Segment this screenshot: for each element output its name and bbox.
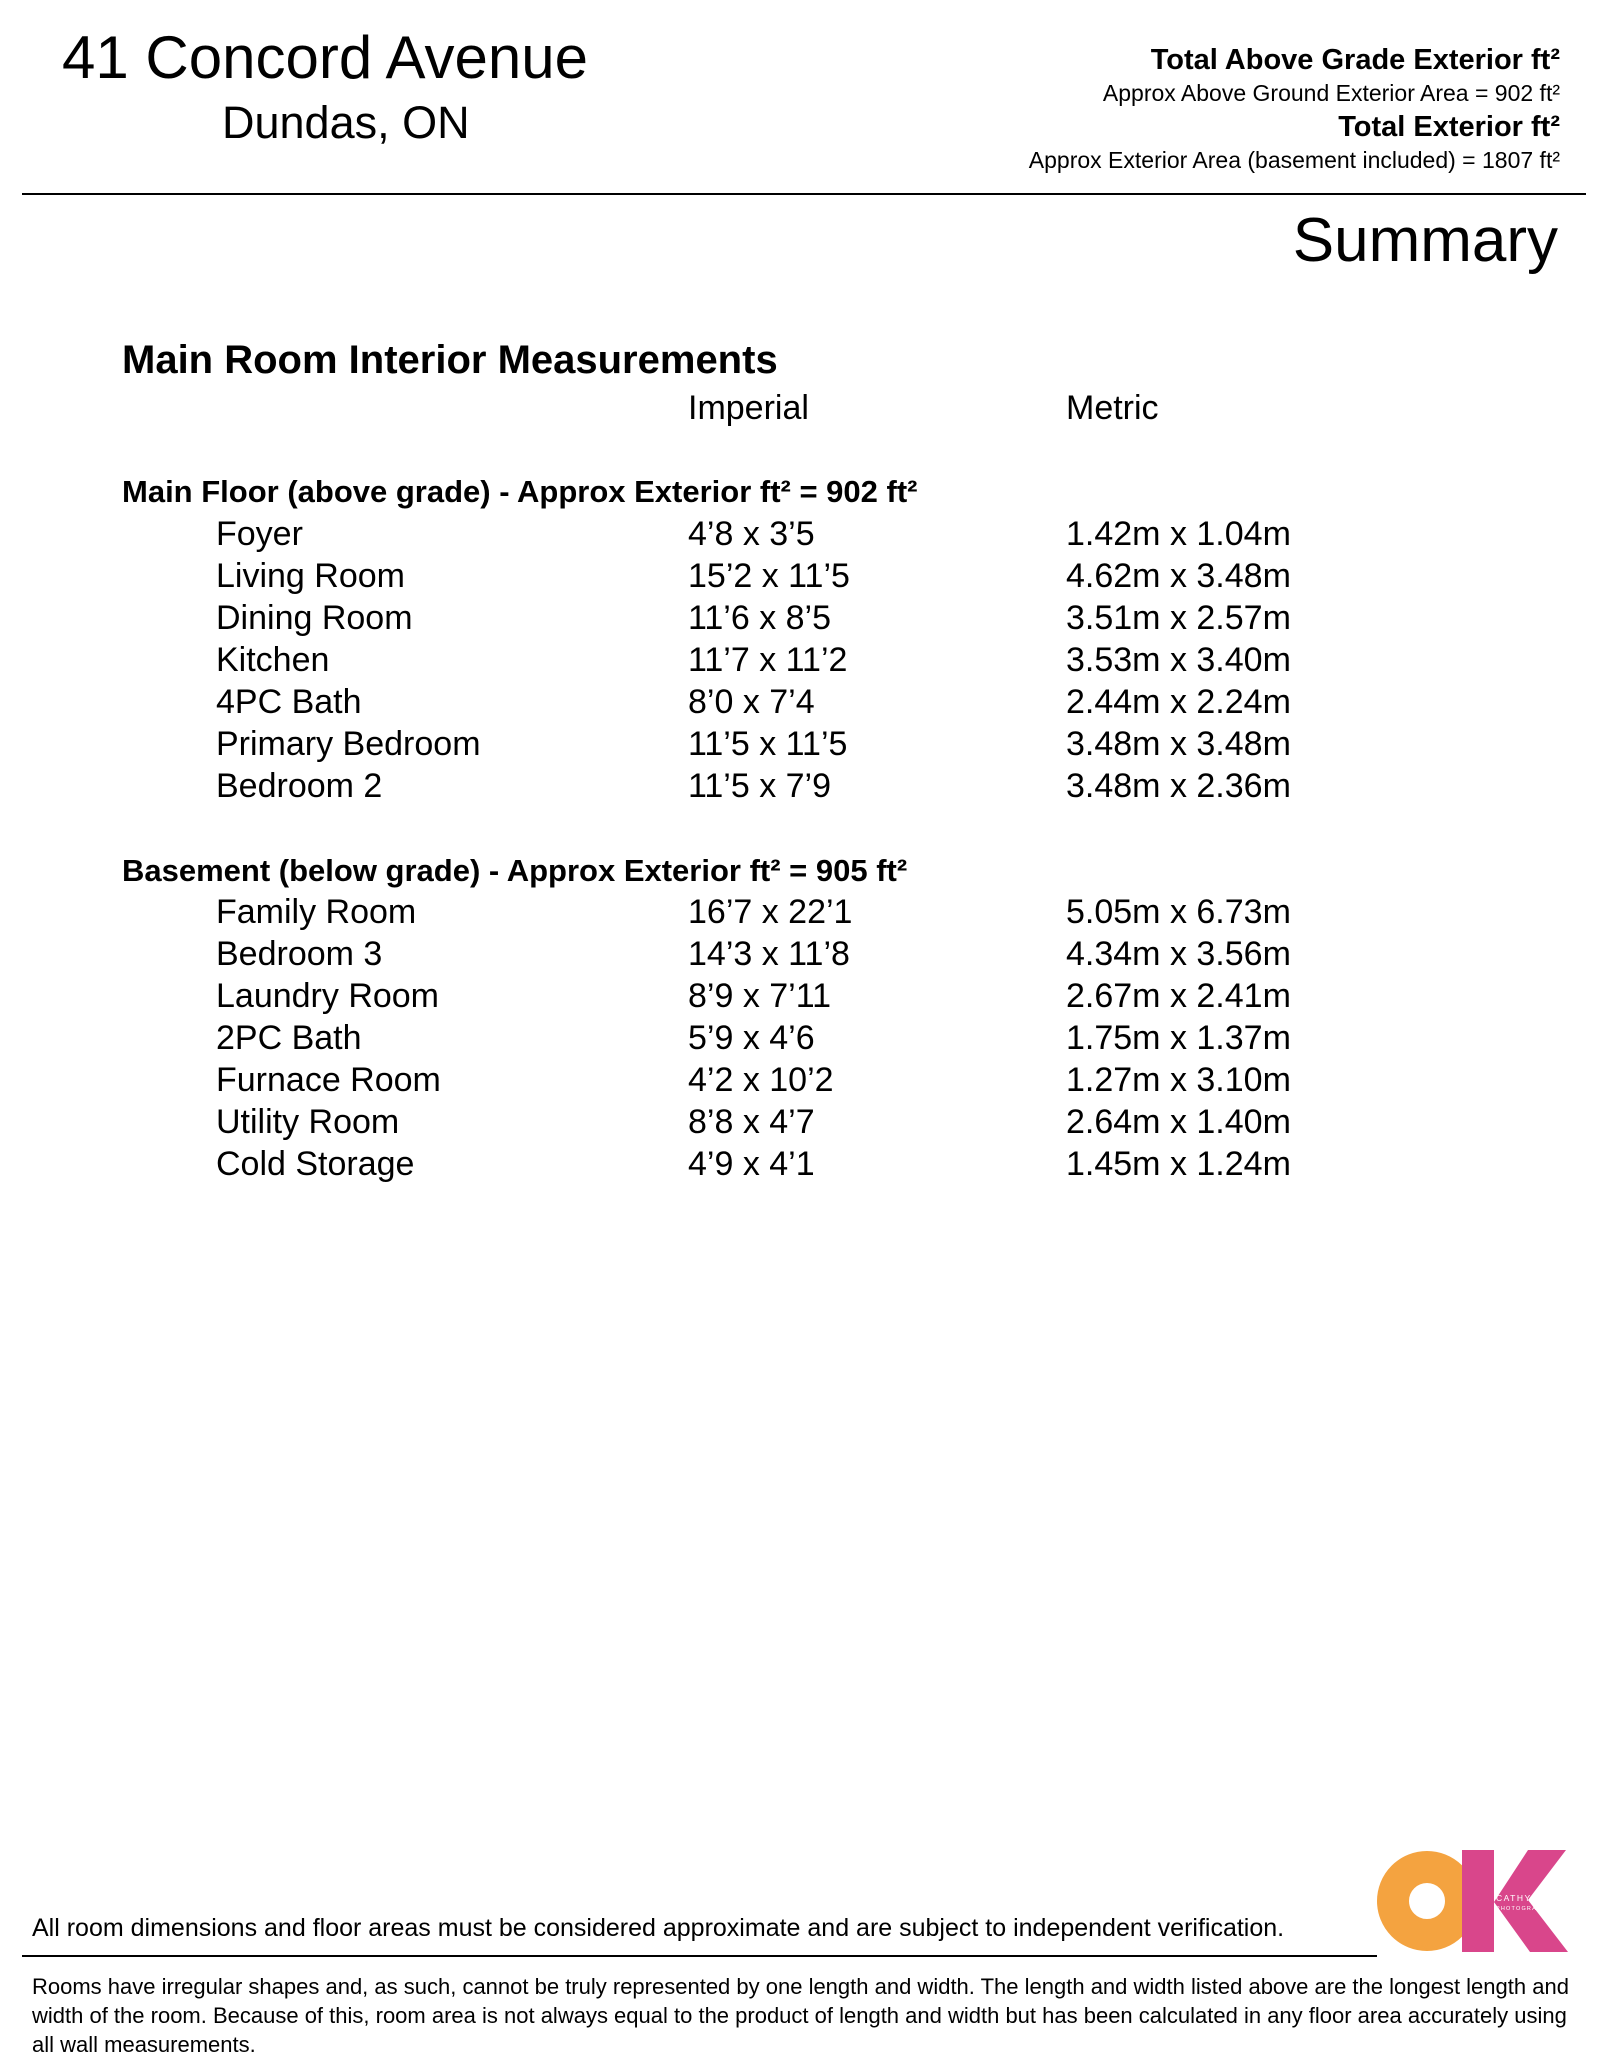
room-imperial: 11’5 x 7’9 [688,767,832,805]
room-metric: 1.27m x 3.10m [1066,1061,1291,1099]
room-imperial: 8’9 x 7’11 [688,977,832,1015]
room-metric: 1.42m x 1.04m [1066,515,1291,553]
above-grade-detail: Approx Above Ground Exterior Area = 902 ft² [1102,80,1560,106]
room-metric: 5.05m x 6.73m [1066,893,1291,931]
above-grade-title: Total Above Grade Exterior ft² [1150,44,1560,76]
cathy-koop-logo [1376,1848,1570,1954]
address-line-2: Dundas, ON [222,97,470,148]
room-metric: 1.75m x 1.37m [1066,1019,1291,1057]
room-imperial: 15’2 x 11’5 [688,557,850,595]
logo-letter-o [1393,1867,1461,1935]
room-name: Laundry Room [216,977,440,1015]
room-metric: 2.67m x 2.41m [1066,977,1291,1015]
room-imperial: 5’9 x 4’6 [688,1019,815,1057]
room-imperial: 4’2 x 10’2 [688,1061,834,1099]
room-metric: 4.34m x 3.56m [1066,935,1291,973]
room-metric: 3.51m x 2.57m [1066,599,1291,637]
room-imperial: 11’7 x 11’2 [688,641,848,679]
address-line-1: 41 Concord Avenue [62,24,588,91]
room-name: Furnace Room [216,1061,441,1099]
column-header-metric: Metric [1066,389,1159,427]
room-imperial: 14’3 x 11’8 [688,935,850,973]
room-name: Utility Room [216,1103,400,1141]
room-name: Primary Bedroom [216,725,481,763]
footer-divider [22,1955,1377,1957]
section-title: Main Room Interior Measurements [122,338,778,382]
room-imperial: 8’0 x 7’4 [688,683,815,721]
page-title: Summary [1292,206,1558,275]
room-metric: 1.45m x 1.24m [1066,1145,1291,1183]
footnote: Rooms have irregular shapes and, as such, cannot be truly represented by one length and width. The length and width listed above are the longest length and width of the room. Because of this, room area is not always equal to the product of length and width but has been calculated in any floor area accurately using all wall measurements. [32,1974,1569,2057]
room-imperial: 11’5 x 11’5 [688,725,848,763]
logo-letter-k-stem [1462,1850,1494,1952]
room-name: Dining Room [216,599,413,637]
column-header-imperial: Imperial [688,389,809,427]
room-name: 4PC Bath [216,683,362,721]
room-metric: 2.64m x 1.40m [1066,1103,1291,1141]
header-divider [22,193,1586,195]
room-name: 2PC Bath [216,1019,362,1057]
room-imperial: 11’6 x 8’5 [688,599,832,637]
room-name: Cold Storage [216,1145,415,1183]
room-name: Bedroom 3 [216,935,383,973]
room-name: Foyer [216,515,303,553]
room-name: Bedroom 2 [216,767,383,805]
room-imperial: 4’8 x 3’5 [688,515,815,553]
room-imperial: 8’8 x 4’7 [688,1103,815,1141]
logo-brand-tagline: PHOTOGRAPHY [1496,1906,1552,1912]
total-exterior-title: Total Exterior ft² [1338,111,1560,143]
room-name: Living Room [216,557,405,595]
room-metric: 3.48m x 3.48m [1066,725,1291,763]
disclaimer: All room dimensions and floor areas must be considered approximate and are subject to independent verification. [32,1914,1285,1942]
area-summary-block [1029,42,1560,176]
group-title-basement: Basement (below grade) - Approx Exterior ft² = 905 ft² [122,853,908,888]
group-title-main-floor: Main Floor (above grade) - Approx Exterior ft² = 902 ft² [122,474,918,509]
room-name: Kitchen [216,641,330,679]
room-metric: 3.48m x 2.36m [1066,767,1291,805]
room-imperial: 4’9 x 4’1 [688,1145,815,1183]
room-metric: 3.53m x 3.40m [1066,641,1291,679]
logo-brand-name: CATHY KOOP [1496,1893,1566,1903]
total-exterior-detail: Approx Exterior Area (basement included) = 1807 ft² [1028,147,1560,173]
room-name: Family Room [216,893,417,931]
room-metric: 4.62m x 3.48m [1066,557,1291,595]
room-metric: 2.44m x 2.24m [1066,683,1291,721]
room-imperial: 16’7 x 22’1 [688,893,853,931]
